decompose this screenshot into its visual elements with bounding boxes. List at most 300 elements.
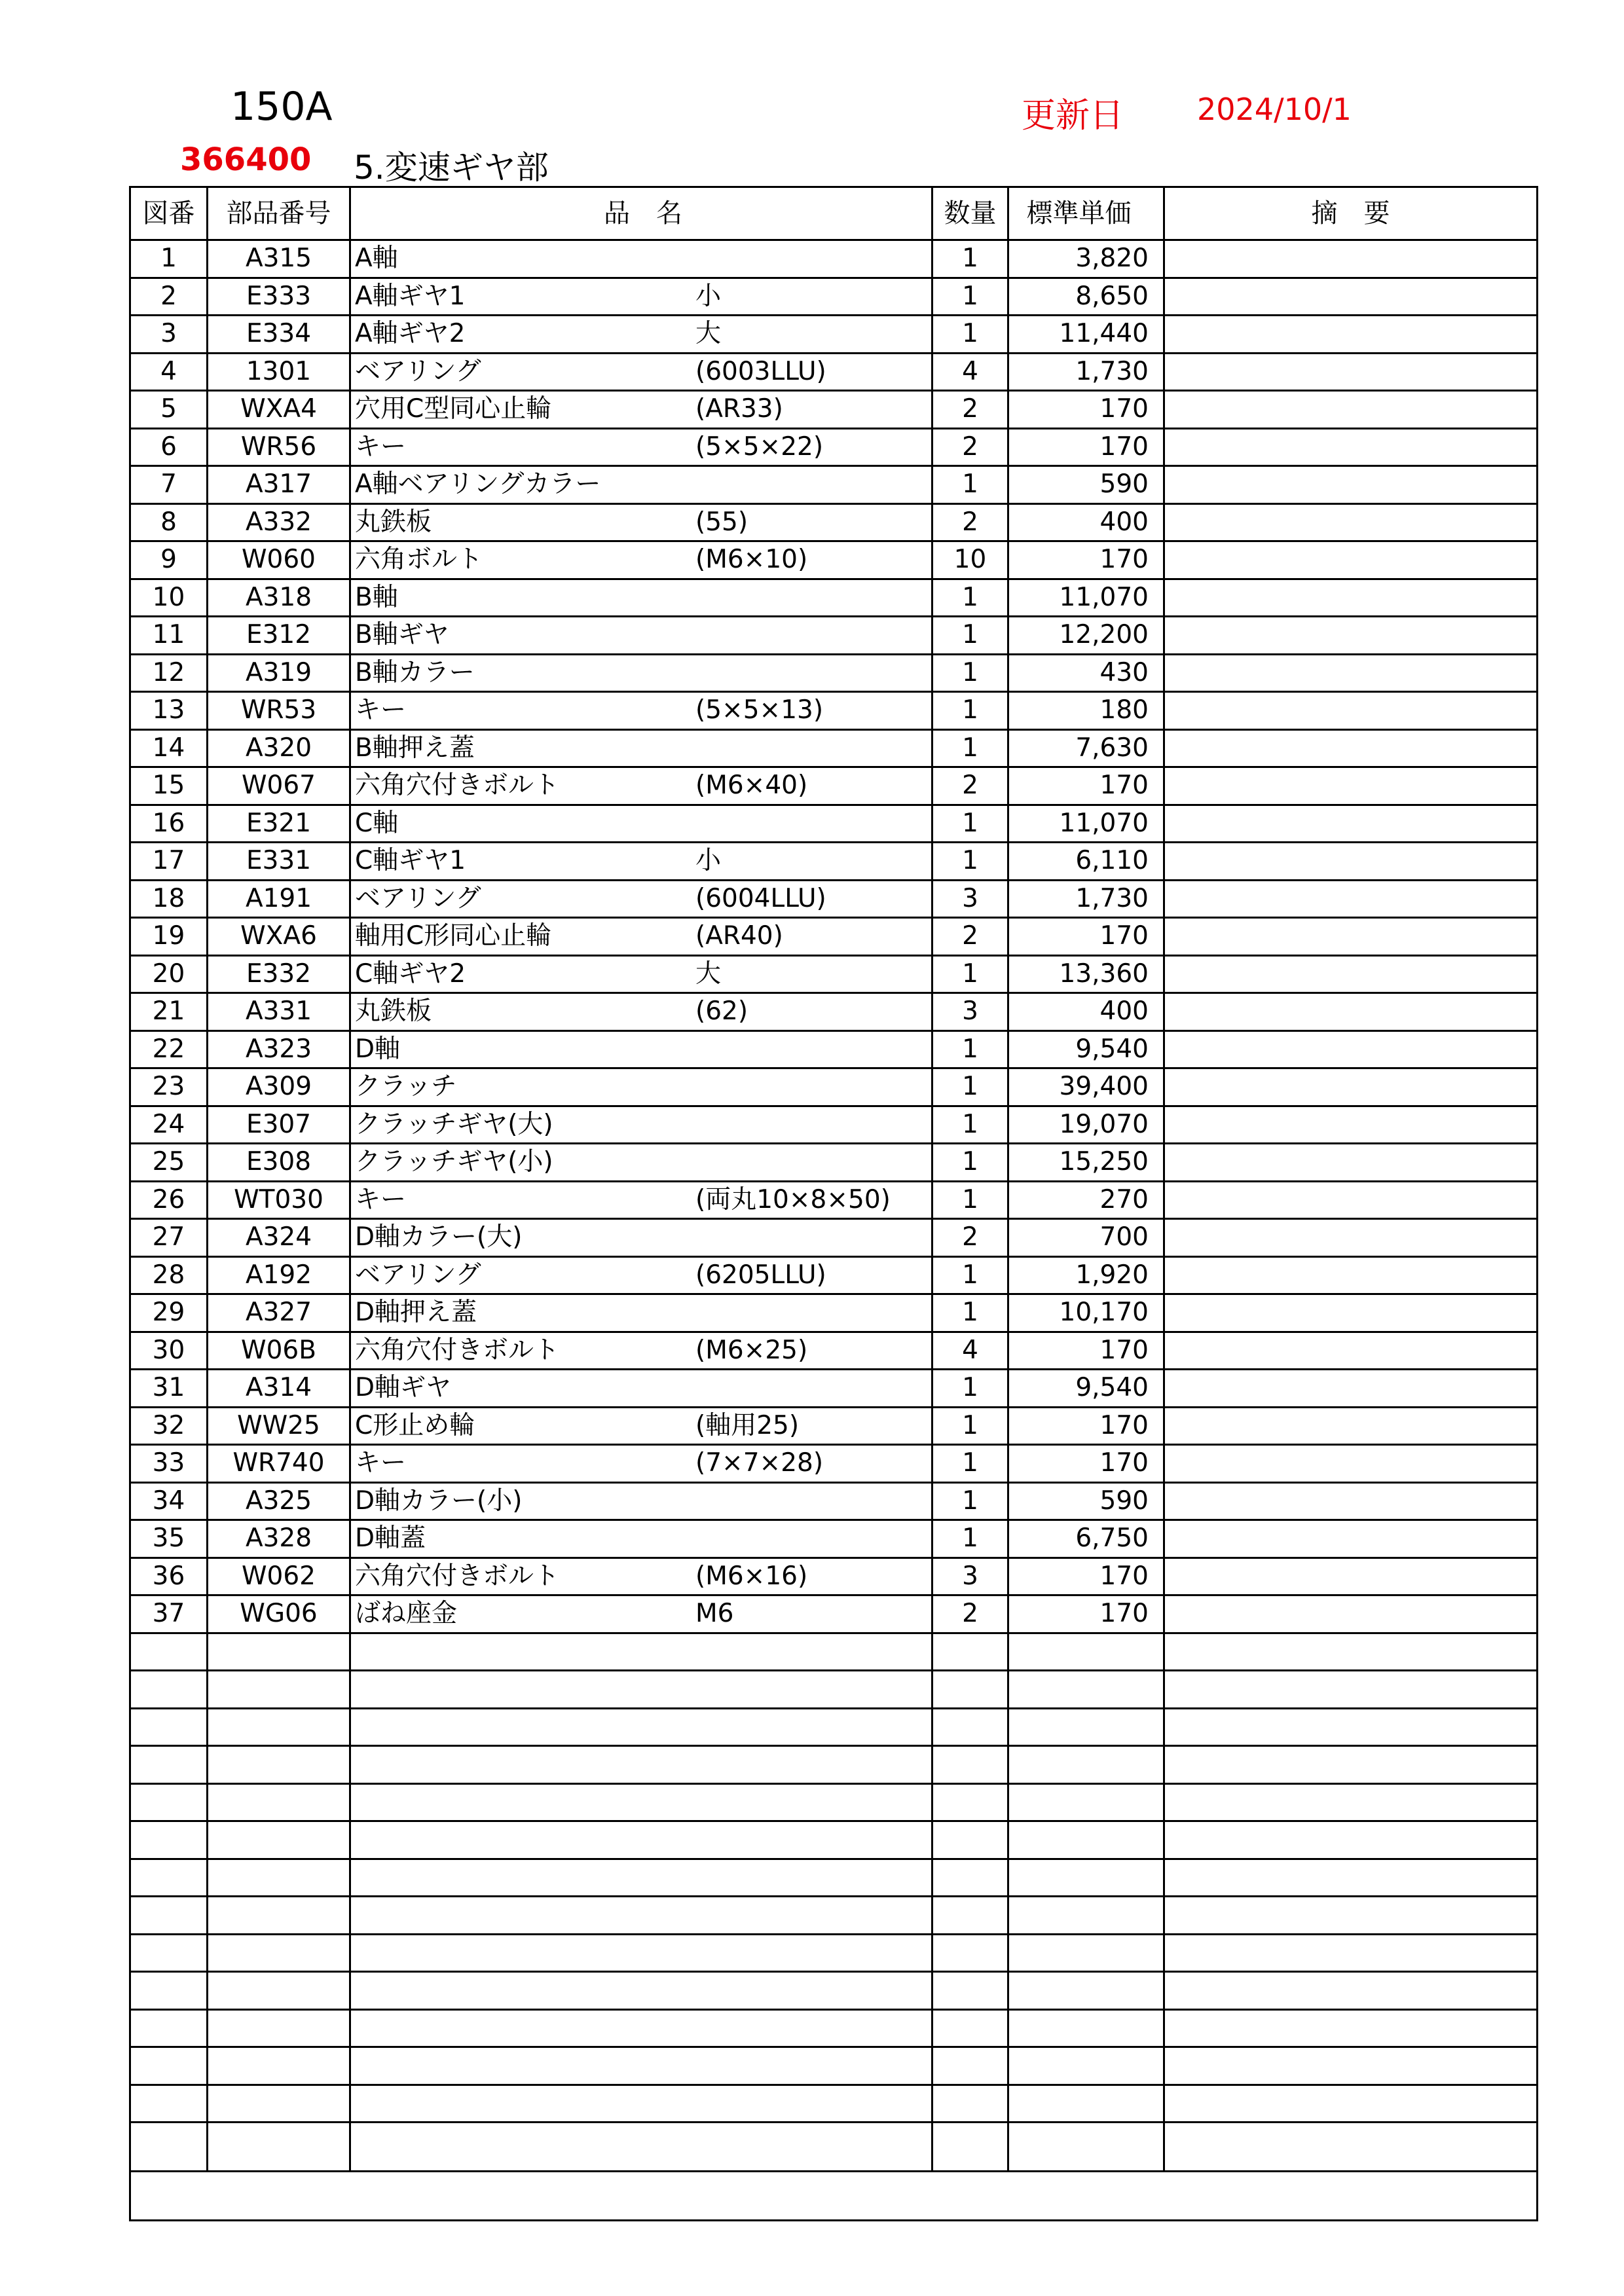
cell-item-name bbox=[350, 843, 932, 881]
table-row bbox=[130, 466, 1538, 504]
cell-part-no: A320 bbox=[208, 729, 350, 767]
item-spec: 大 bbox=[695, 319, 722, 349]
item-name: B軸 bbox=[355, 582, 398, 612]
table-row bbox=[130, 1256, 1538, 1294]
cell-item-name bbox=[350, 1144, 932, 1182]
cell-part-no: A332 bbox=[208, 503, 350, 541]
cell-quantity: 2 bbox=[932, 918, 1008, 956]
cell-fig-no: 11 bbox=[130, 617, 208, 655]
cell-unit-price: 170 bbox=[1008, 918, 1164, 956]
cell-quantity: 2 bbox=[932, 391, 1008, 429]
cell-unit-price: 1,730 bbox=[1008, 353, 1164, 391]
cell-item-name bbox=[350, 654, 932, 692]
cell-part-no: A191 bbox=[208, 880, 350, 918]
empty-cell bbox=[350, 1783, 932, 1821]
cell-unit-price: 11,070 bbox=[1008, 579, 1164, 617]
cell-unit-price: 170 bbox=[1008, 1407, 1164, 1445]
empty-cell bbox=[130, 1708, 208, 1746]
empty-cell bbox=[1008, 1821, 1164, 1859]
table-row bbox=[130, 843, 1538, 881]
empty-cell bbox=[932, 1821, 1008, 1859]
cell-part-no: A317 bbox=[208, 466, 350, 504]
table-row bbox=[130, 1332, 1538, 1370]
cell-remarks bbox=[1164, 617, 1538, 655]
item-name: クラッチギヤ(小) bbox=[355, 1147, 553, 1177]
cell-quantity: 1 bbox=[932, 579, 1008, 617]
cell-fig-no: 10 bbox=[130, 579, 208, 617]
table-row bbox=[130, 316, 1538, 354]
cell-fig-no: 37 bbox=[130, 1595, 208, 1633]
empty-row bbox=[130, 1746, 1538, 1784]
cell-item-name bbox=[350, 240, 932, 278]
empty-cell bbox=[130, 1783, 208, 1821]
cell-fig-no: 29 bbox=[130, 1294, 208, 1332]
cell-unit-price: 590 bbox=[1008, 466, 1164, 504]
item-name: 六角ボルト bbox=[355, 545, 483, 575]
empty-cell bbox=[1008, 1783, 1164, 1821]
cell-remarks bbox=[1164, 993, 1538, 1031]
cell-remarks bbox=[1164, 1595, 1538, 1633]
item-name: B軸カラー bbox=[355, 657, 475, 687]
empty-cell bbox=[130, 2009, 208, 2047]
cell-item-name bbox=[350, 1332, 932, 1370]
empty-row bbox=[130, 1859, 1538, 1897]
cell-fig-no: 16 bbox=[130, 805, 208, 843]
cell-part-no: W067 bbox=[208, 767, 350, 805]
cell-fig-no: 8 bbox=[130, 503, 208, 541]
empty-cell bbox=[208, 1821, 350, 1859]
item-name: ベアリング bbox=[355, 356, 481, 386]
cell-fig-no: 35 bbox=[130, 1520, 208, 1558]
table-row bbox=[130, 503, 1538, 541]
item-spec: 小 bbox=[695, 846, 722, 876]
empty-row bbox=[130, 1671, 1538, 1709]
item-name: C軸ギヤ2 bbox=[355, 958, 466, 989]
cell-quantity: 1 bbox=[932, 805, 1008, 843]
empty-cell bbox=[208, 1897, 350, 1935]
empty-cell bbox=[208, 2123, 350, 2172]
cell-remarks bbox=[1164, 767, 1538, 805]
cell-remarks bbox=[1164, 240, 1538, 278]
cell-remarks bbox=[1164, 1219, 1538, 1257]
header-quantity: 数量 bbox=[932, 187, 1008, 240]
header-unit-price: 標準単価 bbox=[1008, 187, 1164, 240]
empty-cell bbox=[130, 2123, 208, 2172]
table-row bbox=[130, 1219, 1538, 1257]
cell-part-no: E331 bbox=[208, 843, 350, 881]
cell-quantity: 2 bbox=[932, 503, 1008, 541]
empty-cell bbox=[350, 1671, 932, 1709]
item-spec: (7×7×28) bbox=[695, 1448, 824, 1478]
cell-item-name bbox=[350, 767, 932, 805]
cell-item-name bbox=[350, 692, 932, 730]
empty-cell bbox=[932, 2047, 1008, 2085]
empty-cell bbox=[1164, 1633, 1538, 1671]
empty-cell bbox=[932, 1671, 1008, 1709]
cell-unit-price: 590 bbox=[1008, 1482, 1164, 1520]
cell-remarks bbox=[1164, 955, 1538, 993]
cell-quantity: 2 bbox=[932, 1595, 1008, 1633]
table-row bbox=[130, 278, 1538, 316]
cell-fig-no: 24 bbox=[130, 1106, 208, 1144]
item-name: キー bbox=[355, 1448, 407, 1478]
cell-fig-no: 5 bbox=[130, 391, 208, 429]
cell-fig-no: 27 bbox=[130, 1219, 208, 1257]
cell-item-name bbox=[350, 729, 932, 767]
empty-row bbox=[130, 1934, 1538, 1972]
cell-part-no: A192 bbox=[208, 1256, 350, 1294]
item-name: キー bbox=[355, 431, 407, 462]
cell-quantity: 1 bbox=[932, 692, 1008, 730]
header-part-no: 部品番号 bbox=[208, 187, 350, 240]
cell-remarks bbox=[1164, 1445, 1538, 1483]
item-name: B軸ギヤ bbox=[355, 620, 449, 650]
cell-remarks bbox=[1164, 918, 1538, 956]
item-name: D軸カラー(大) bbox=[355, 1222, 523, 1252]
empty-cell bbox=[208, 2009, 350, 2047]
empty-cell bbox=[932, 1934, 1008, 1972]
empty-cell bbox=[350, 1859, 932, 1897]
cell-unit-price: 15,250 bbox=[1008, 1144, 1164, 1182]
cell-remarks bbox=[1164, 1144, 1538, 1182]
empty-cell bbox=[1164, 1859, 1538, 1897]
cell-fig-no: 14 bbox=[130, 729, 208, 767]
table-row bbox=[130, 1407, 1538, 1445]
item-spec: (6205LLU) bbox=[695, 1260, 826, 1290]
empty-row bbox=[130, 2009, 1538, 2047]
cell-quantity: 1 bbox=[932, 1106, 1008, 1144]
cell-quantity: 1 bbox=[932, 1181, 1008, 1219]
table-row bbox=[130, 428, 1538, 466]
empty-cell bbox=[208, 1934, 350, 1972]
cell-remarks bbox=[1164, 316, 1538, 354]
table-row bbox=[130, 240, 1538, 278]
cell-fig-no: 15 bbox=[130, 767, 208, 805]
table-row bbox=[130, 541, 1538, 579]
item-spec: (6003LLU) bbox=[695, 356, 826, 386]
empty-cell bbox=[1164, 2047, 1538, 2085]
cell-item-name bbox=[350, 466, 932, 504]
cell-fig-no: 28 bbox=[130, 1256, 208, 1294]
cell-unit-price: 170 bbox=[1008, 1595, 1164, 1633]
cell-fig-no: 4 bbox=[130, 353, 208, 391]
cell-remarks bbox=[1164, 466, 1538, 504]
cell-unit-price: 13,360 bbox=[1008, 955, 1164, 993]
cell-unit-price: 1,730 bbox=[1008, 880, 1164, 918]
empty-cell bbox=[932, 2123, 1008, 2172]
cell-item-name bbox=[350, 278, 932, 316]
empty-cell bbox=[130, 1897, 208, 1935]
update-label: 更新日 bbox=[1022, 96, 1124, 136]
item-name: クラッチギヤ(大) bbox=[355, 1109, 553, 1139]
cell-part-no: A325 bbox=[208, 1482, 350, 1520]
cell-remarks bbox=[1164, 692, 1538, 730]
item-name: A軸ギヤ2 bbox=[355, 319, 466, 349]
table-row bbox=[130, 880, 1538, 918]
table-body bbox=[130, 240, 1538, 2221]
table-row bbox=[130, 654, 1538, 692]
cell-fig-no: 20 bbox=[130, 955, 208, 993]
model-number: 150A bbox=[231, 84, 333, 130]
empty-cell bbox=[208, 1746, 350, 1784]
cell-quantity: 3 bbox=[932, 880, 1008, 918]
empty-cell bbox=[1164, 2123, 1538, 2172]
cell-quantity: 3 bbox=[932, 993, 1008, 1031]
cell-quantity: 1 bbox=[932, 1068, 1008, 1106]
item-spec: (5×5×13) bbox=[695, 695, 824, 725]
empty-cell bbox=[350, 1934, 932, 1972]
cell-item-name bbox=[350, 1181, 932, 1219]
header-fig-no: 図番 bbox=[130, 187, 208, 240]
cell-item-name bbox=[350, 805, 932, 843]
table-header-row bbox=[130, 187, 1538, 240]
cell-remarks bbox=[1164, 1294, 1538, 1332]
cell-item-name bbox=[350, 541, 932, 579]
table-row bbox=[130, 729, 1538, 767]
item-spec: (M6×25) bbox=[695, 1335, 808, 1365]
empty-cell bbox=[350, 2123, 932, 2172]
empty-row bbox=[130, 2123, 1538, 2172]
cell-unit-price: 6,110 bbox=[1008, 843, 1164, 881]
cell-fig-no: 21 bbox=[130, 993, 208, 1031]
table-row bbox=[130, 993, 1538, 1031]
empty-cell bbox=[350, 2047, 932, 2085]
item-spec: (M6×10) bbox=[695, 545, 808, 575]
empty-cell bbox=[1164, 1746, 1538, 1784]
empty-cell bbox=[208, 1972, 350, 2010]
cell-fig-no: 9 bbox=[130, 541, 208, 579]
table-row bbox=[130, 1106, 1538, 1144]
empty-cell bbox=[130, 1821, 208, 1859]
empty-cell bbox=[1164, 1821, 1538, 1859]
table-row bbox=[130, 1068, 1538, 1106]
cell-item-name bbox=[350, 1106, 932, 1144]
cell-fig-no: 17 bbox=[130, 843, 208, 881]
cell-part-no: WXA6 bbox=[208, 918, 350, 956]
cell-part-no: E333 bbox=[208, 278, 350, 316]
cell-unit-price: 170 bbox=[1008, 541, 1164, 579]
item-name: D軸ギヤ bbox=[355, 1373, 452, 1403]
cell-part-no: W060 bbox=[208, 541, 350, 579]
empty-cell bbox=[932, 1708, 1008, 1746]
cell-quantity: 1 bbox=[932, 617, 1008, 655]
cell-unit-price: 170 bbox=[1008, 1558, 1164, 1595]
table-row bbox=[130, 805, 1538, 843]
cell-item-name bbox=[350, 579, 932, 617]
cell-item-name bbox=[350, 1595, 932, 1633]
cell-quantity: 3 bbox=[932, 1558, 1008, 1595]
empty-cell bbox=[1008, 1708, 1164, 1746]
item-name: ベアリング bbox=[355, 883, 481, 913]
cell-unit-price: 430 bbox=[1008, 654, 1164, 692]
header-remarks: 摘 要 bbox=[1164, 187, 1538, 240]
item-spec: (55) bbox=[695, 507, 748, 537]
cell-remarks bbox=[1164, 391, 1538, 429]
empty-cell bbox=[130, 1934, 208, 1972]
cell-fig-no: 25 bbox=[130, 1144, 208, 1182]
cell-part-no: A314 bbox=[208, 1370, 350, 1408]
empty-row bbox=[130, 1972, 1538, 2010]
empty-cell bbox=[932, 1633, 1008, 1671]
cell-quantity: 1 bbox=[932, 1407, 1008, 1445]
empty-cell bbox=[350, 2009, 932, 2047]
cell-unit-price: 170 bbox=[1008, 428, 1164, 466]
table-row bbox=[130, 1144, 1538, 1182]
table-row bbox=[130, 692, 1538, 730]
cell-fig-no: 31 bbox=[130, 1370, 208, 1408]
empty-cell bbox=[130, 1633, 208, 1671]
table-row bbox=[130, 1181, 1538, 1219]
cell-fig-no: 12 bbox=[130, 654, 208, 692]
empty-cell bbox=[130, 1671, 208, 1709]
empty-row bbox=[130, 1897, 1538, 1935]
empty-cell bbox=[1164, 1671, 1538, 1709]
item-name: 丸鉄板 bbox=[355, 507, 432, 537]
empty-cell bbox=[208, 2085, 350, 2123]
cell-unit-price: 700 bbox=[1008, 1219, 1164, 1257]
empty-cell bbox=[1008, 1746, 1164, 1784]
item-spec: M6 bbox=[695, 1599, 734, 1629]
cell-remarks bbox=[1164, 880, 1538, 918]
cell-remarks bbox=[1164, 1558, 1538, 1595]
cell-part-no: WR56 bbox=[208, 428, 350, 466]
cell-remarks bbox=[1164, 1068, 1538, 1106]
cell-fig-no: 33 bbox=[130, 1445, 208, 1483]
cell-item-name bbox=[350, 1558, 932, 1595]
cell-fig-no: 22 bbox=[130, 1030, 208, 1068]
cell-remarks bbox=[1164, 353, 1538, 391]
cell-part-no: WW25 bbox=[208, 1407, 350, 1445]
empty-cell bbox=[130, 1746, 208, 1784]
empty-cell bbox=[1008, 2085, 1164, 2123]
cell-fig-no: 32 bbox=[130, 1407, 208, 1445]
empty-cell bbox=[350, 1972, 932, 2010]
cell-quantity: 1 bbox=[932, 729, 1008, 767]
cell-item-name bbox=[350, 353, 932, 391]
cell-item-name bbox=[350, 617, 932, 655]
empty-cell bbox=[350, 1746, 932, 1784]
cell-item-name bbox=[350, 428, 932, 466]
table-row bbox=[130, 1482, 1538, 1520]
cell-fig-no: 2 bbox=[130, 278, 208, 316]
table-row bbox=[130, 1520, 1538, 1558]
cell-item-name bbox=[350, 503, 932, 541]
empty-cell bbox=[130, 2085, 208, 2123]
cell-remarks bbox=[1164, 503, 1538, 541]
empty-cell bbox=[130, 2047, 208, 2085]
cell-fig-no: 34 bbox=[130, 1482, 208, 1520]
table-row bbox=[130, 391, 1538, 429]
cell-fig-no: 19 bbox=[130, 918, 208, 956]
section-title: 5.変速ギヤ部 bbox=[354, 149, 549, 187]
empty-cell bbox=[1164, 2009, 1538, 2047]
cell-part-no: E334 bbox=[208, 316, 350, 354]
cell-part-no: WR53 bbox=[208, 692, 350, 730]
item-name: クラッチ bbox=[355, 1072, 457, 1102]
empty-cell bbox=[208, 1708, 350, 1746]
empty-cell bbox=[130, 1859, 208, 1897]
cell-remarks bbox=[1164, 428, 1538, 466]
cell-fig-no: 23 bbox=[130, 1068, 208, 1106]
empty-cell bbox=[932, 2085, 1008, 2123]
cell-quantity: 1 bbox=[932, 955, 1008, 993]
table-row bbox=[130, 1294, 1538, 1332]
item-name: ベアリング bbox=[355, 1260, 481, 1290]
cell-quantity: 1 bbox=[932, 278, 1008, 316]
cell-part-no: E308 bbox=[208, 1144, 350, 1182]
empty-cell bbox=[932, 1897, 1008, 1935]
cell-item-name bbox=[350, 391, 932, 429]
empty-cell bbox=[208, 2047, 350, 2085]
cell-part-no: WR740 bbox=[208, 1445, 350, 1483]
cell-remarks bbox=[1164, 1520, 1538, 1558]
cell-fig-no: 26 bbox=[130, 1181, 208, 1219]
cell-remarks bbox=[1164, 278, 1538, 316]
cell-fig-no: 36 bbox=[130, 1558, 208, 1595]
cell-unit-price: 19,070 bbox=[1008, 1106, 1164, 1144]
empty-cell bbox=[1164, 1783, 1538, 1821]
item-spec: 大 bbox=[695, 958, 722, 989]
item-spec: (6004LLU) bbox=[695, 883, 826, 913]
empty-row bbox=[130, 1633, 1538, 1671]
cell-unit-price: 180 bbox=[1008, 692, 1164, 730]
cell-item-name bbox=[350, 1370, 932, 1408]
empty-cell bbox=[932, 1972, 1008, 2010]
cell-quantity: 1 bbox=[932, 1144, 1008, 1182]
cell-item-name bbox=[350, 1256, 932, 1294]
item-name: キー bbox=[355, 1184, 407, 1214]
cell-item-name bbox=[350, 918, 932, 956]
cell-item-name bbox=[350, 1482, 932, 1520]
item-name: A軸 bbox=[355, 244, 398, 274]
cell-quantity: 2 bbox=[932, 428, 1008, 466]
item-spec: (両丸10×8×50) bbox=[695, 1184, 891, 1214]
cell-item-name bbox=[350, 993, 932, 1031]
item-spec: 小 bbox=[695, 281, 722, 311]
footer-row bbox=[130, 2172, 1538, 2221]
cell-remarks bbox=[1164, 843, 1538, 881]
empty-row bbox=[130, 1708, 1538, 1746]
cell-fig-no: 3 bbox=[130, 316, 208, 354]
footer-cell bbox=[130, 2172, 1538, 2221]
cell-fig-no: 1 bbox=[130, 240, 208, 278]
item-name: キー bbox=[355, 695, 407, 725]
cell-part-no: W062 bbox=[208, 1558, 350, 1595]
cell-unit-price: 170 bbox=[1008, 767, 1164, 805]
cell-remarks bbox=[1164, 1181, 1538, 1219]
cell-remarks bbox=[1164, 1407, 1538, 1445]
cell-part-no: E321 bbox=[208, 805, 350, 843]
cell-item-name bbox=[350, 1030, 932, 1068]
empty-cell bbox=[1164, 1934, 1538, 1972]
empty-cell bbox=[1008, 1671, 1164, 1709]
cell-quantity: 1 bbox=[932, 654, 1008, 692]
item-spec: (M6×16) bbox=[695, 1561, 808, 1591]
empty-cell bbox=[208, 1633, 350, 1671]
item-name: D軸押え蓋 bbox=[355, 1298, 477, 1328]
cell-item-name bbox=[350, 955, 932, 993]
cell-part-no: A327 bbox=[208, 1294, 350, 1332]
cell-quantity: 1 bbox=[932, 1482, 1008, 1520]
cell-part-no: A309 bbox=[208, 1068, 350, 1106]
empty-cell bbox=[1008, 1633, 1164, 1671]
cell-quantity: 2 bbox=[932, 1219, 1008, 1257]
table-row bbox=[130, 767, 1538, 805]
empty-row bbox=[130, 2047, 1538, 2085]
table-row bbox=[130, 1558, 1538, 1595]
item-spec: (軸用25) bbox=[695, 1410, 800, 1440]
cell-part-no: E312 bbox=[208, 617, 350, 655]
